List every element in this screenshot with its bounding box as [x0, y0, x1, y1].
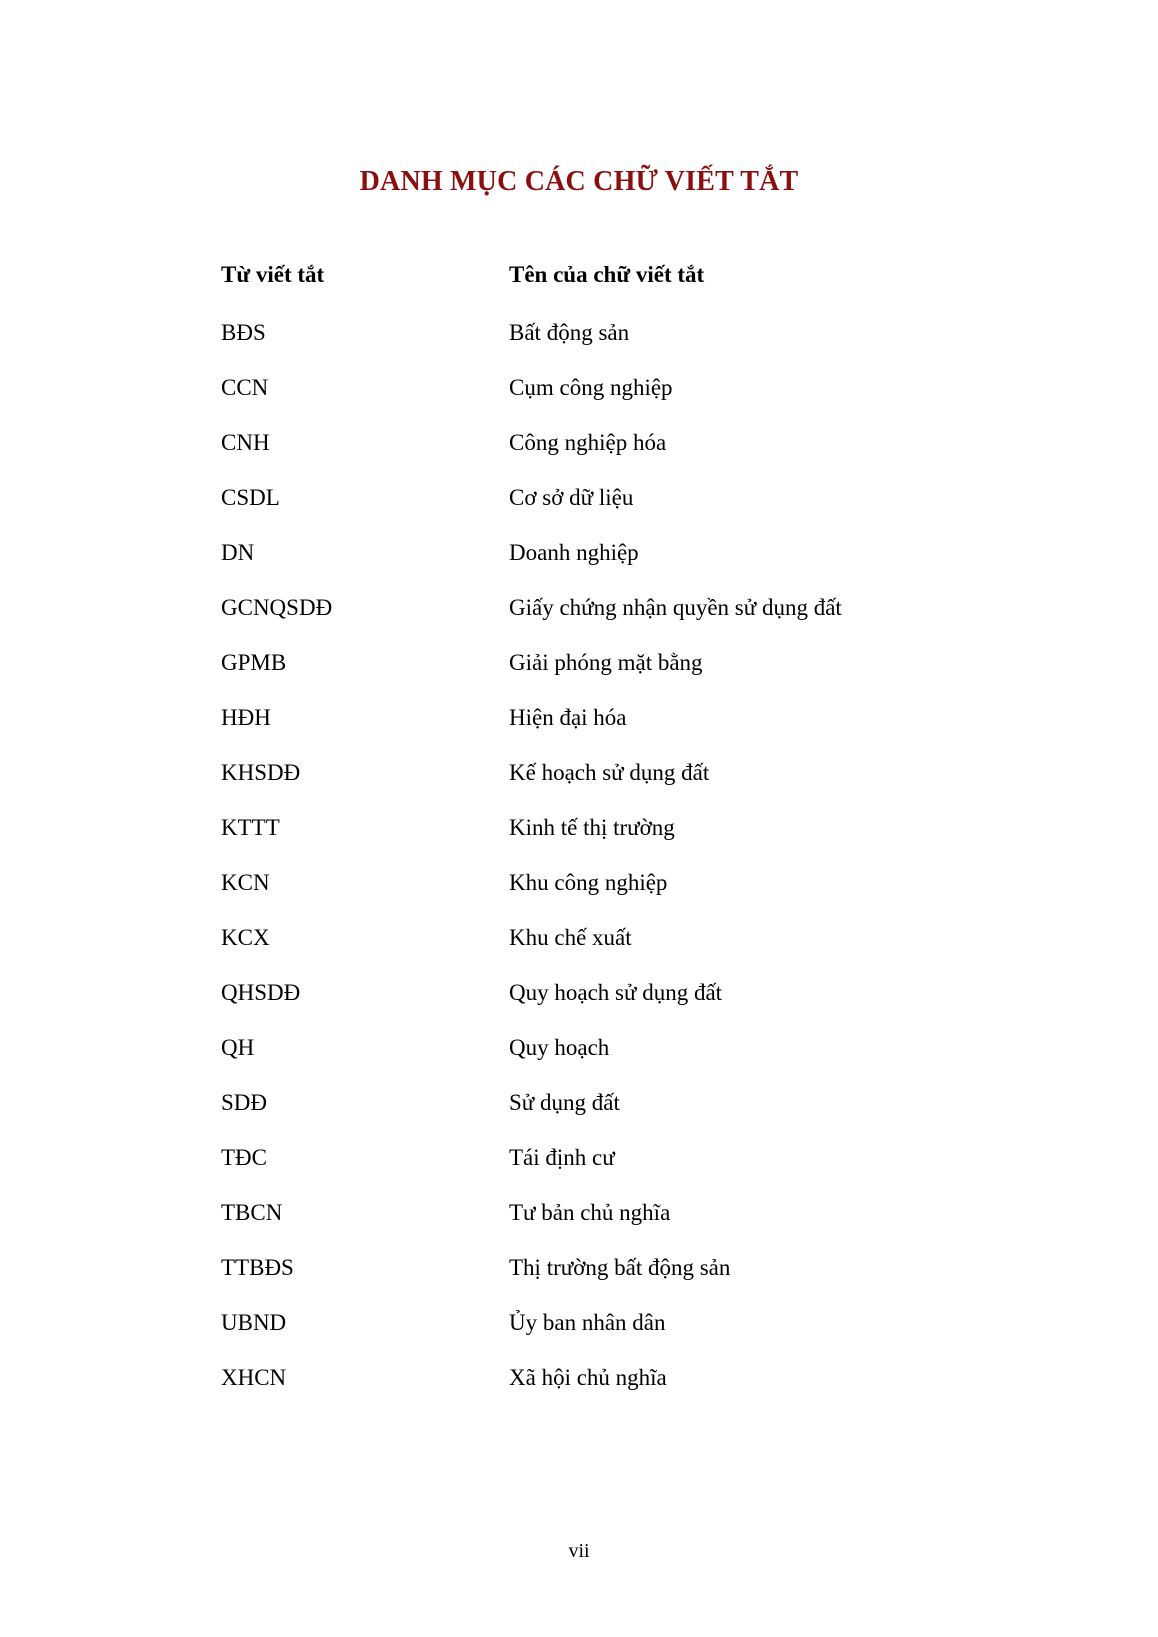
full-name-cell: Bất động sản — [509, 320, 630, 345]
abbreviation-cell: TBCN — [221, 1200, 283, 1225]
table-row — [221, 703, 981, 758]
abbreviation-cell: CSDL — [221, 485, 280, 510]
full-name-cell: Khu công nghiệp — [509, 870, 668, 895]
full-name-cell: Quy hoạch sử dụng đất — [509, 980, 723, 1005]
table-row — [221, 1033, 981, 1088]
full-name-cell: Sử dụng đất — [509, 1090, 620, 1115]
table-row — [221, 593, 981, 648]
full-name-cell: Thị trường bất động sản — [509, 1255, 731, 1280]
table-row — [221, 978, 981, 1033]
abbreviation-cell: KCX — [221, 925, 270, 950]
abbreviation-cell: CCN — [221, 375, 269, 400]
full-name-cell: Cơ sở dữ liệu — [509, 485, 634, 510]
full-name-cell: Ủy ban nhân dân — [509, 1310, 666, 1335]
abbreviation-cell: GCNQSDĐ — [221, 595, 333, 620]
abbreviation-cell: KCN — [221, 870, 270, 895]
table-row — [221, 1363, 981, 1418]
full-name-cell: Giấy chứng nhận quyền sử dụng đất — [509, 595, 842, 620]
table-row — [221, 1088, 981, 1143]
table-row — [221, 318, 981, 373]
table-row — [221, 373, 981, 428]
page-title: DANH MỤC CÁC CHỮ VIẾT TẮT — [359, 166, 799, 197]
abbreviation-cell: KHSDĐ — [221, 760, 301, 785]
abbreviation-table — [221, 260, 981, 1418]
abbreviation-cell: TTBĐS — [221, 1255, 294, 1280]
table-row — [221, 868, 981, 923]
full-name-cell: Hiện đại hóa — [509, 705, 627, 730]
full-name-cell: Tái định cư — [509, 1145, 615, 1170]
full-name-cell: Tư bản chủ nghĩa — [509, 1200, 671, 1225]
table-row — [221, 1308, 981, 1363]
abbreviation-cell: QHSDĐ — [221, 980, 301, 1005]
abbreviation-cell: UBND — [221, 1310, 287, 1335]
full-name-cell: Xã hội chủ nghĩa — [509, 1365, 667, 1390]
abbreviation-cell: SDĐ — [221, 1090, 268, 1115]
full-name-cell: Quy hoạch — [509, 1035, 610, 1060]
table-row — [221, 1253, 981, 1308]
full-name-cell: Kế hoạch sử dụng đất — [509, 760, 710, 785]
table-row — [221, 1198, 981, 1253]
full-name-cell: Kinh tế thị trường — [509, 815, 675, 840]
table-row — [221, 648, 981, 703]
abbreviation-cell: XHCN — [221, 1365, 287, 1390]
table-row — [221, 923, 981, 978]
abbreviation-cell: QH — [221, 1035, 255, 1060]
abbreviation-cell: TĐC — [221, 1145, 267, 1170]
abbreviation-cell: GPMB — [221, 650, 287, 675]
table-row — [221, 538, 981, 593]
full-name-cell: Khu chế xuất — [509, 925, 632, 950]
header-full-name: Tên của chữ viết tắt — [509, 262, 705, 287]
abbreviation-cell: HĐH — [221, 705, 271, 730]
abbreviation-cell: BĐS — [221, 320, 266, 345]
table-row — [221, 813, 981, 868]
page-number: vii — [568, 1540, 590, 1562]
full-name-cell: Cụm công nghiệp — [509, 375, 673, 400]
table-row — [221, 758, 981, 813]
table-row — [221, 1143, 981, 1198]
table-row — [221, 428, 981, 483]
abbreviation-cell: CNH — [221, 430, 270, 455]
full-name-cell: Doanh nghiệp — [509, 540, 639, 565]
abbreviation-cell: KTTT — [221, 815, 280, 840]
table-header-row — [221, 260, 981, 318]
full-name-cell: Giải phóng mặt bằng — [509, 650, 703, 675]
full-name-cell: Công nghiệp hóa — [509, 430, 667, 455]
abbreviation-cell: DN — [221, 540, 255, 565]
table-row — [221, 483, 981, 538]
header-abbreviation: Từ viết tắt — [221, 262, 325, 287]
